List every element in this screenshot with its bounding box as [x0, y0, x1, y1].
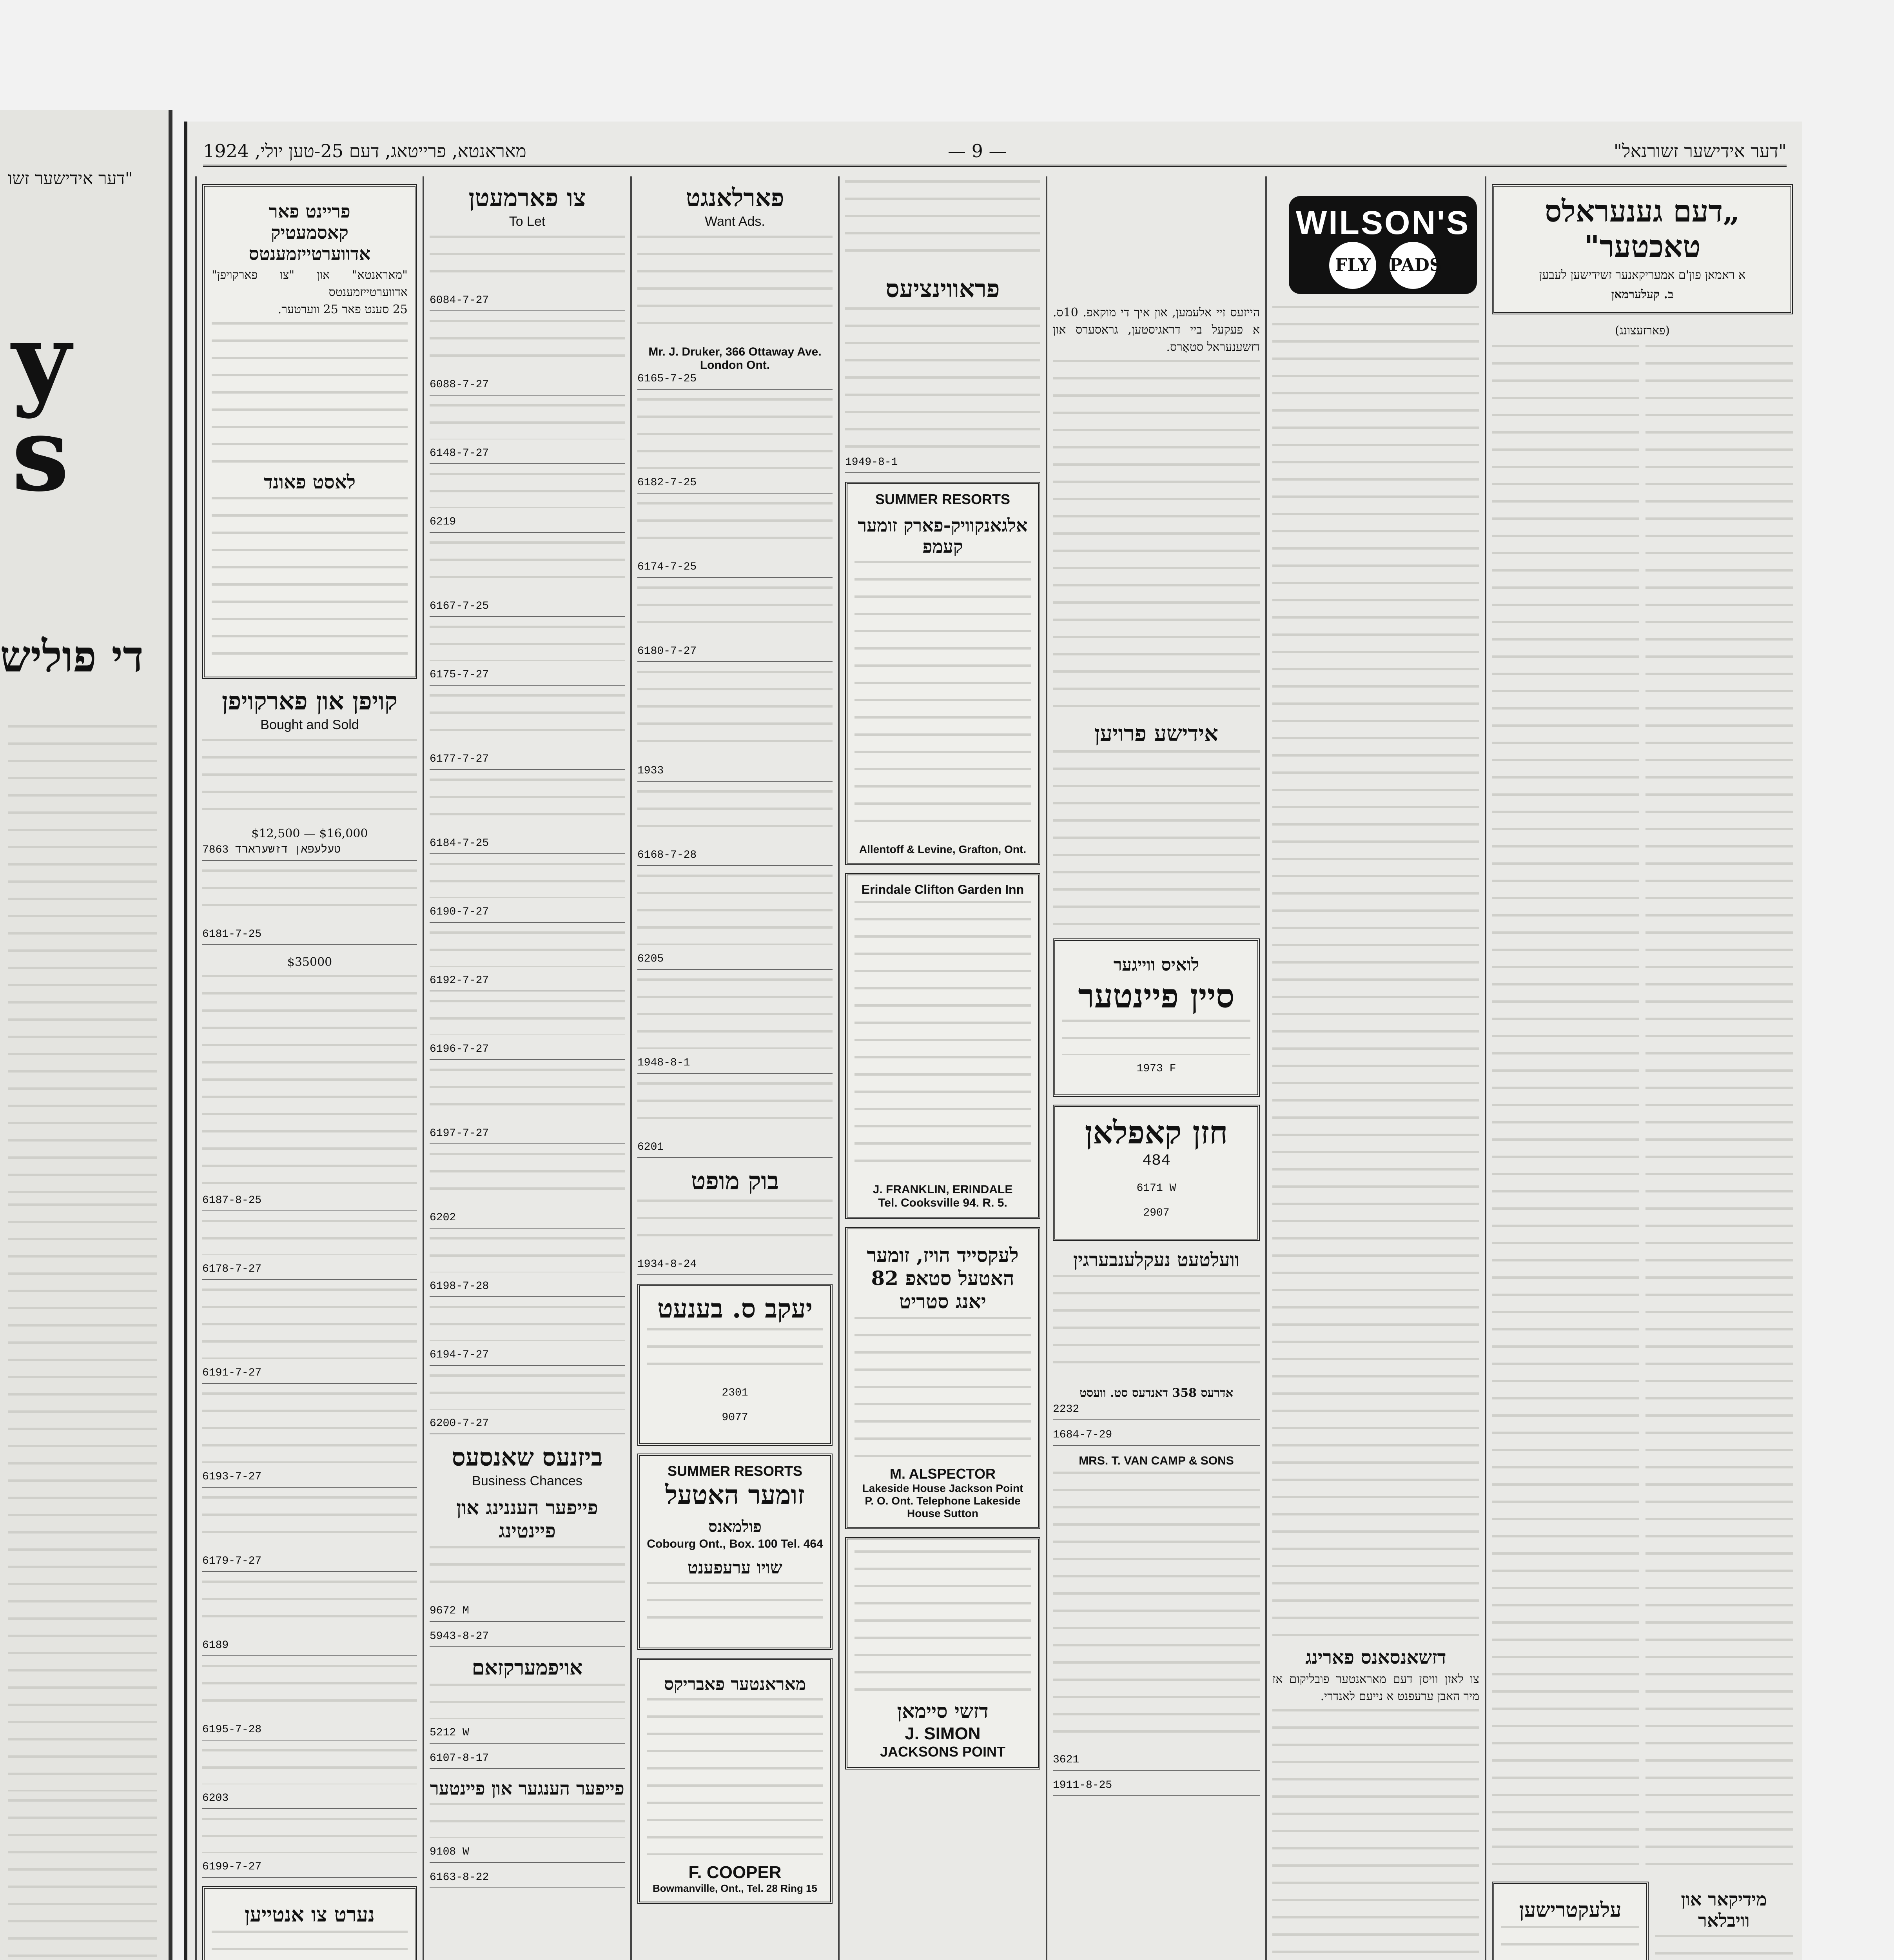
factory-title: מאראנטער פאבריקס	[664, 1674, 806, 1694]
classified-num: 6178-7-27	[202, 1263, 417, 1280]
classified-num: 6195-7-28	[202, 1724, 417, 1740]
simon-ad	[845, 1537, 1040, 1769]
ad-number: 6088-7-27	[430, 379, 625, 396]
ad-number: 6165-7-25	[637, 373, 833, 390]
sale-heading: קויפן און פארקויפן	[221, 687, 398, 715]
serial-title: „דעם גענעראלס טאכטער"	[1545, 194, 1740, 264]
ad-number: 6200-7-27	[430, 1417, 625, 1434]
wedding-address: אדרעס 358 דאנדעס סט. וועסט	[1079, 1386, 1233, 1400]
serial-text-columns	[1492, 341, 1793, 1882]
kaplan-ad	[1053, 1105, 1260, 1241]
ad-number: 6184-7-25	[430, 837, 625, 854]
electric-ad	[1492, 1882, 1649, 1960]
painter-title: סיין פיינטער	[1078, 976, 1235, 1015]
hotel-tagline: שויו ערעפענט	[688, 1558, 782, 1578]
ad-number: 6198-7-28	[430, 1280, 625, 1297]
phone-number: 9077	[722, 1412, 748, 1424]
ad-number: 6196-7-27	[430, 1043, 625, 1060]
serial-title-box	[1492, 184, 1793, 314]
franklin-line-2: Tel. Cooksville 94. R. 5.	[878, 1196, 1007, 1209]
sale-subheading: Bought and Sold	[260, 717, 359, 732]
to-let-heading: צו פארמעטן	[468, 183, 586, 212]
cooper-ad	[637, 1658, 833, 1904]
summer-resorts-heading: SUMMER RESORTS	[667, 1463, 803, 1479]
left-text-block	[8, 721, 157, 1960]
lakeside-title: לעקסייד הויז, זומער האטעל סטאפ 82 יאנג סטריט	[867, 1243, 1019, 1313]
classified-num: 6189	[202, 1639, 417, 1656]
sale-price-2: $12,500	[251, 827, 300, 840]
ad-number: 1911-8-25	[1053, 1779, 1260, 1796]
medical-title: מידיקאר און וויבלאר	[1681, 1889, 1767, 1931]
serial-continued: (פארזעצונג)	[1615, 324, 1670, 338]
ad-number: 1933	[637, 765, 833, 782]
ad-number: 6174-7-25	[637, 561, 833, 578]
classified-num: 6199-7-27	[202, 1861, 417, 1878]
wedding-heading: וועלטעט נעקלענבערגין	[1073, 1249, 1240, 1271]
newspaper-page	[184, 122, 1802, 1960]
want-ads-subheading: Want Ads.	[705, 214, 765, 229]
classified-num: 6203	[202, 1792, 417, 1809]
ad-number: 6084-7-27	[430, 294, 625, 311]
ad-number: 6205	[637, 953, 833, 970]
alspector-name: M. ALSPECTOR	[889, 1466, 996, 1482]
painter-ad	[1053, 938, 1260, 1097]
header-page-number: — 9 —	[948, 140, 1007, 162]
ad-number: 1948-8-1	[637, 1057, 833, 1074]
upholstery-heading: אויפמערקזאם	[472, 1656, 583, 1680]
book-heading: בוק מופט	[691, 1167, 779, 1195]
phone-number: 2301	[722, 1387, 748, 1399]
sale-price-1: $16,000	[319, 827, 368, 840]
franklin-line-1: J. FRANKLIN, ERINDALE	[873, 1183, 1013, 1196]
want-ads-heading: פארלאנגט	[686, 183, 784, 212]
ad-number: 6163-8-22	[430, 1871, 625, 1888]
ad-number: 6190-7-27	[430, 906, 625, 923]
serial-bottom-section	[1492, 1882, 1793, 1960]
alspector-line-4: House Sutton	[907, 1507, 978, 1519]
classified-num: 6179-7-27	[202, 1555, 417, 1572]
kaplan-title: חזן קאפלאן	[1085, 1114, 1228, 1151]
column-classified-sale: פריינט פאר קאסמעטיק אדווערטייזמענטס "מאראנטא" און "צו פארקויפן" אדווערטייזמענטס 25 סענט פאר 25 ווערטער. לאסט פאונד קויפן און פארקויפן Bought and Sold $16,000 — $12,500 טעלעפאן דזשערארד 7863 6181-7-25 $35000 6187-8-25 6178-7-27 6191-7-27 6193-7-27 6179-7-27 6189 6195-7-28 6203 6199-7-27 נערט צו אנטייען	[195, 176, 423, 1960]
erindale-title: Erindale Clifton Garden Inn	[861, 882, 1024, 897]
ad-number: 6192-7-27	[430, 975, 625, 991]
business-heading: ביזנעס שאנסעס	[452, 1443, 603, 1472]
ad-number: 1684-7-29	[1053, 1429, 1260, 1446]
summer-resorts-heading: SUMMER RESORTS	[875, 491, 1010, 507]
painter-name: לואיס ווייגער	[1113, 955, 1199, 975]
medical-ad	[1655, 1882, 1793, 1960]
left-big-letters: y s	[12, 301, 71, 514]
wilson-fly: FLY	[1329, 242, 1376, 289]
to-let-subheading: To Let	[509, 214, 546, 229]
kaplan-address: 484	[1142, 1152, 1170, 1170]
phone-number: 3621	[1053, 1754, 1260, 1771]
provinces-heading: פראווינציעס	[885, 274, 1000, 303]
ad-number: 6167-7-25	[430, 600, 625, 617]
column-ads-center	[1046, 176, 1265, 1960]
classified-num: 6191-7-27	[202, 1367, 417, 1384]
camp-title: אלגאנקוויק-פארק זומער קעמפ	[858, 515, 1028, 557]
benet-ad	[637, 1284, 833, 1446]
ad-number: 6107-8-17	[430, 1752, 625, 1769]
vancamp-title: MRS. T. VAN CAMP & SONS	[1079, 1454, 1234, 1467]
hotel-subtitle: פולמאנס	[708, 1517, 762, 1536]
ad-number: 6168-7-28	[637, 849, 833, 866]
cooper-address: Bowmanville, Ont., Tel. 28 Ring 15	[653, 1882, 817, 1894]
lakeside-ad	[845, 1227, 1040, 1529]
hotel-ad	[637, 1454, 833, 1650]
notice-box	[202, 1886, 417, 1960]
phone-number: 6171 W	[1136, 1182, 1176, 1194]
ad-number: 6180-7-27	[637, 645, 833, 662]
ad-number: 6182-7-25	[637, 477, 833, 494]
simon-name: J. SIMON	[905, 1724, 981, 1743]
paper-hanger-heading: פייפער הענגער און פיינטער	[430, 1778, 624, 1799]
electric-title: עלעקטרישען	[1519, 1898, 1622, 1922]
ad-number: 6148-7-27	[430, 447, 625, 464]
erindale-ad	[845, 873, 1040, 1219]
column-want-ads	[630, 176, 838, 1960]
ad-number: 6201	[637, 1141, 833, 1158]
rates-text: "מאראנטא" און "צו פארקויפן" אדווערטייזמענטס 25 סענט פאר 25 ווערטער.	[212, 268, 408, 316]
benet-title: יעקב ס. בענעט	[657, 1293, 813, 1324]
business-subheading: Business Chances	[472, 1474, 582, 1488]
simon-place: JACKSONS POINT	[880, 1744, 1006, 1760]
sale-phone: טעלעפאן דזשערארד 7863	[202, 844, 417, 861]
alspector-line-2: Lakeside House Jackson Point	[862, 1482, 1023, 1494]
classified-price: $35000	[287, 955, 332, 969]
ad-number: 6177-7-27	[430, 753, 625, 770]
ad-number: 1934-8-24	[637, 1258, 833, 1275]
alspector-line-3: P. O. Ont. Telephone Lakeside	[865, 1495, 1021, 1507]
phone-number: 2907	[1143, 1207, 1170, 1219]
paper-hanging-heading: פייפער העננינג און פיינטינג	[456, 1496, 598, 1542]
phone-number: 9672 M	[430, 1605, 625, 1622]
wilson-name: WILSON'S	[1296, 204, 1470, 241]
serial-author: ב. קעלערמאן	[1611, 288, 1674, 301]
column-story-continued	[1265, 176, 1485, 1960]
wilson-pads: PADS	[1390, 242, 1437, 289]
lost-found-heading: לאסט פאונד	[263, 471, 356, 493]
ad-number: 1949-8-1	[845, 456, 1040, 473]
ad-number: 6202	[430, 1212, 625, 1229]
hotel-title: זומער האטעל	[665, 1479, 805, 1510]
column-serial-story	[1485, 176, 1798, 1960]
yiddish-women-heading: אידישע פרויען	[1094, 720, 1219, 746]
page-header	[203, 137, 1787, 167]
phone-number: 1973 F	[1136, 1063, 1176, 1075]
simon-title: דזשי סיימאן	[897, 1699, 989, 1722]
camp-ad	[845, 482, 1040, 865]
classified-num: 6193-7-27	[202, 1471, 417, 1488]
hotel-address: Cobourg Ont., Box. 100 Tel. 464	[647, 1537, 823, 1550]
classified-num: 6181-7-25	[202, 928, 417, 945]
left-masthead: "דער אידישער זשו	[8, 169, 133, 189]
ad-number: 6194-7-27	[430, 1349, 625, 1366]
ad-number: 6219	[430, 516, 625, 533]
notice-title: נערט צו אנטייען	[245, 1903, 375, 1927]
column-to-let	[423, 176, 630, 1960]
phone-number: 9108 W	[430, 1846, 625, 1863]
wilson-text: הייזעס זיי אלעמען, און איך די מוקאפ. 10ס. א פעקעל ביי דראגיסטען, גראסערס און דזשענעראל סטאָרס.	[1053, 306, 1260, 354]
laundry-text: צו לאזן וויסן דעם מאראנטער פובליקום אז מיר האבן ערעפנט א נייעם לאנדרי.	[1272, 1672, 1479, 1703]
phone-number: 5212 W	[430, 1727, 625, 1744]
header-masthead: "דער אידישער זשורנאל"	[1613, 140, 1787, 162]
ad-number: 5943-8-27	[430, 1630, 625, 1647]
serial-subtitle: א ראמאן פון'ם אמעריקאנער זשידישען לעבען	[1539, 268, 1746, 282]
cooper-name: F. COOPER	[688, 1863, 782, 1882]
left-title: די פוליש	[0, 631, 144, 682]
classified-num: 6187-8-25	[202, 1194, 417, 1211]
ad-number: 6175-7-27	[430, 669, 625, 686]
column-provinces	[838, 176, 1046, 1960]
camp-contact: Allentoff & Levine, Grafton, Ont.	[859, 843, 1027, 855]
adjacent-page	[0, 110, 172, 1960]
ad-number: 6197-7-27	[430, 1127, 625, 1144]
phone-number: 2232	[1053, 1403, 1260, 1420]
rates-box	[202, 184, 417, 679]
header-date: מאראנטא, פרייטאג, דעם 25-טען יולי, 1924	[203, 140, 526, 162]
druker-address: Mr. J. Druker, 366 Ottaway Ave. London Ont.	[648, 345, 822, 372]
rates-title: פריינט פאר קאסמעטיק אדווערטייזמענטס	[249, 201, 371, 264]
laundry-heading: דזשאנסאנס פארינג	[1305, 1646, 1446, 1668]
